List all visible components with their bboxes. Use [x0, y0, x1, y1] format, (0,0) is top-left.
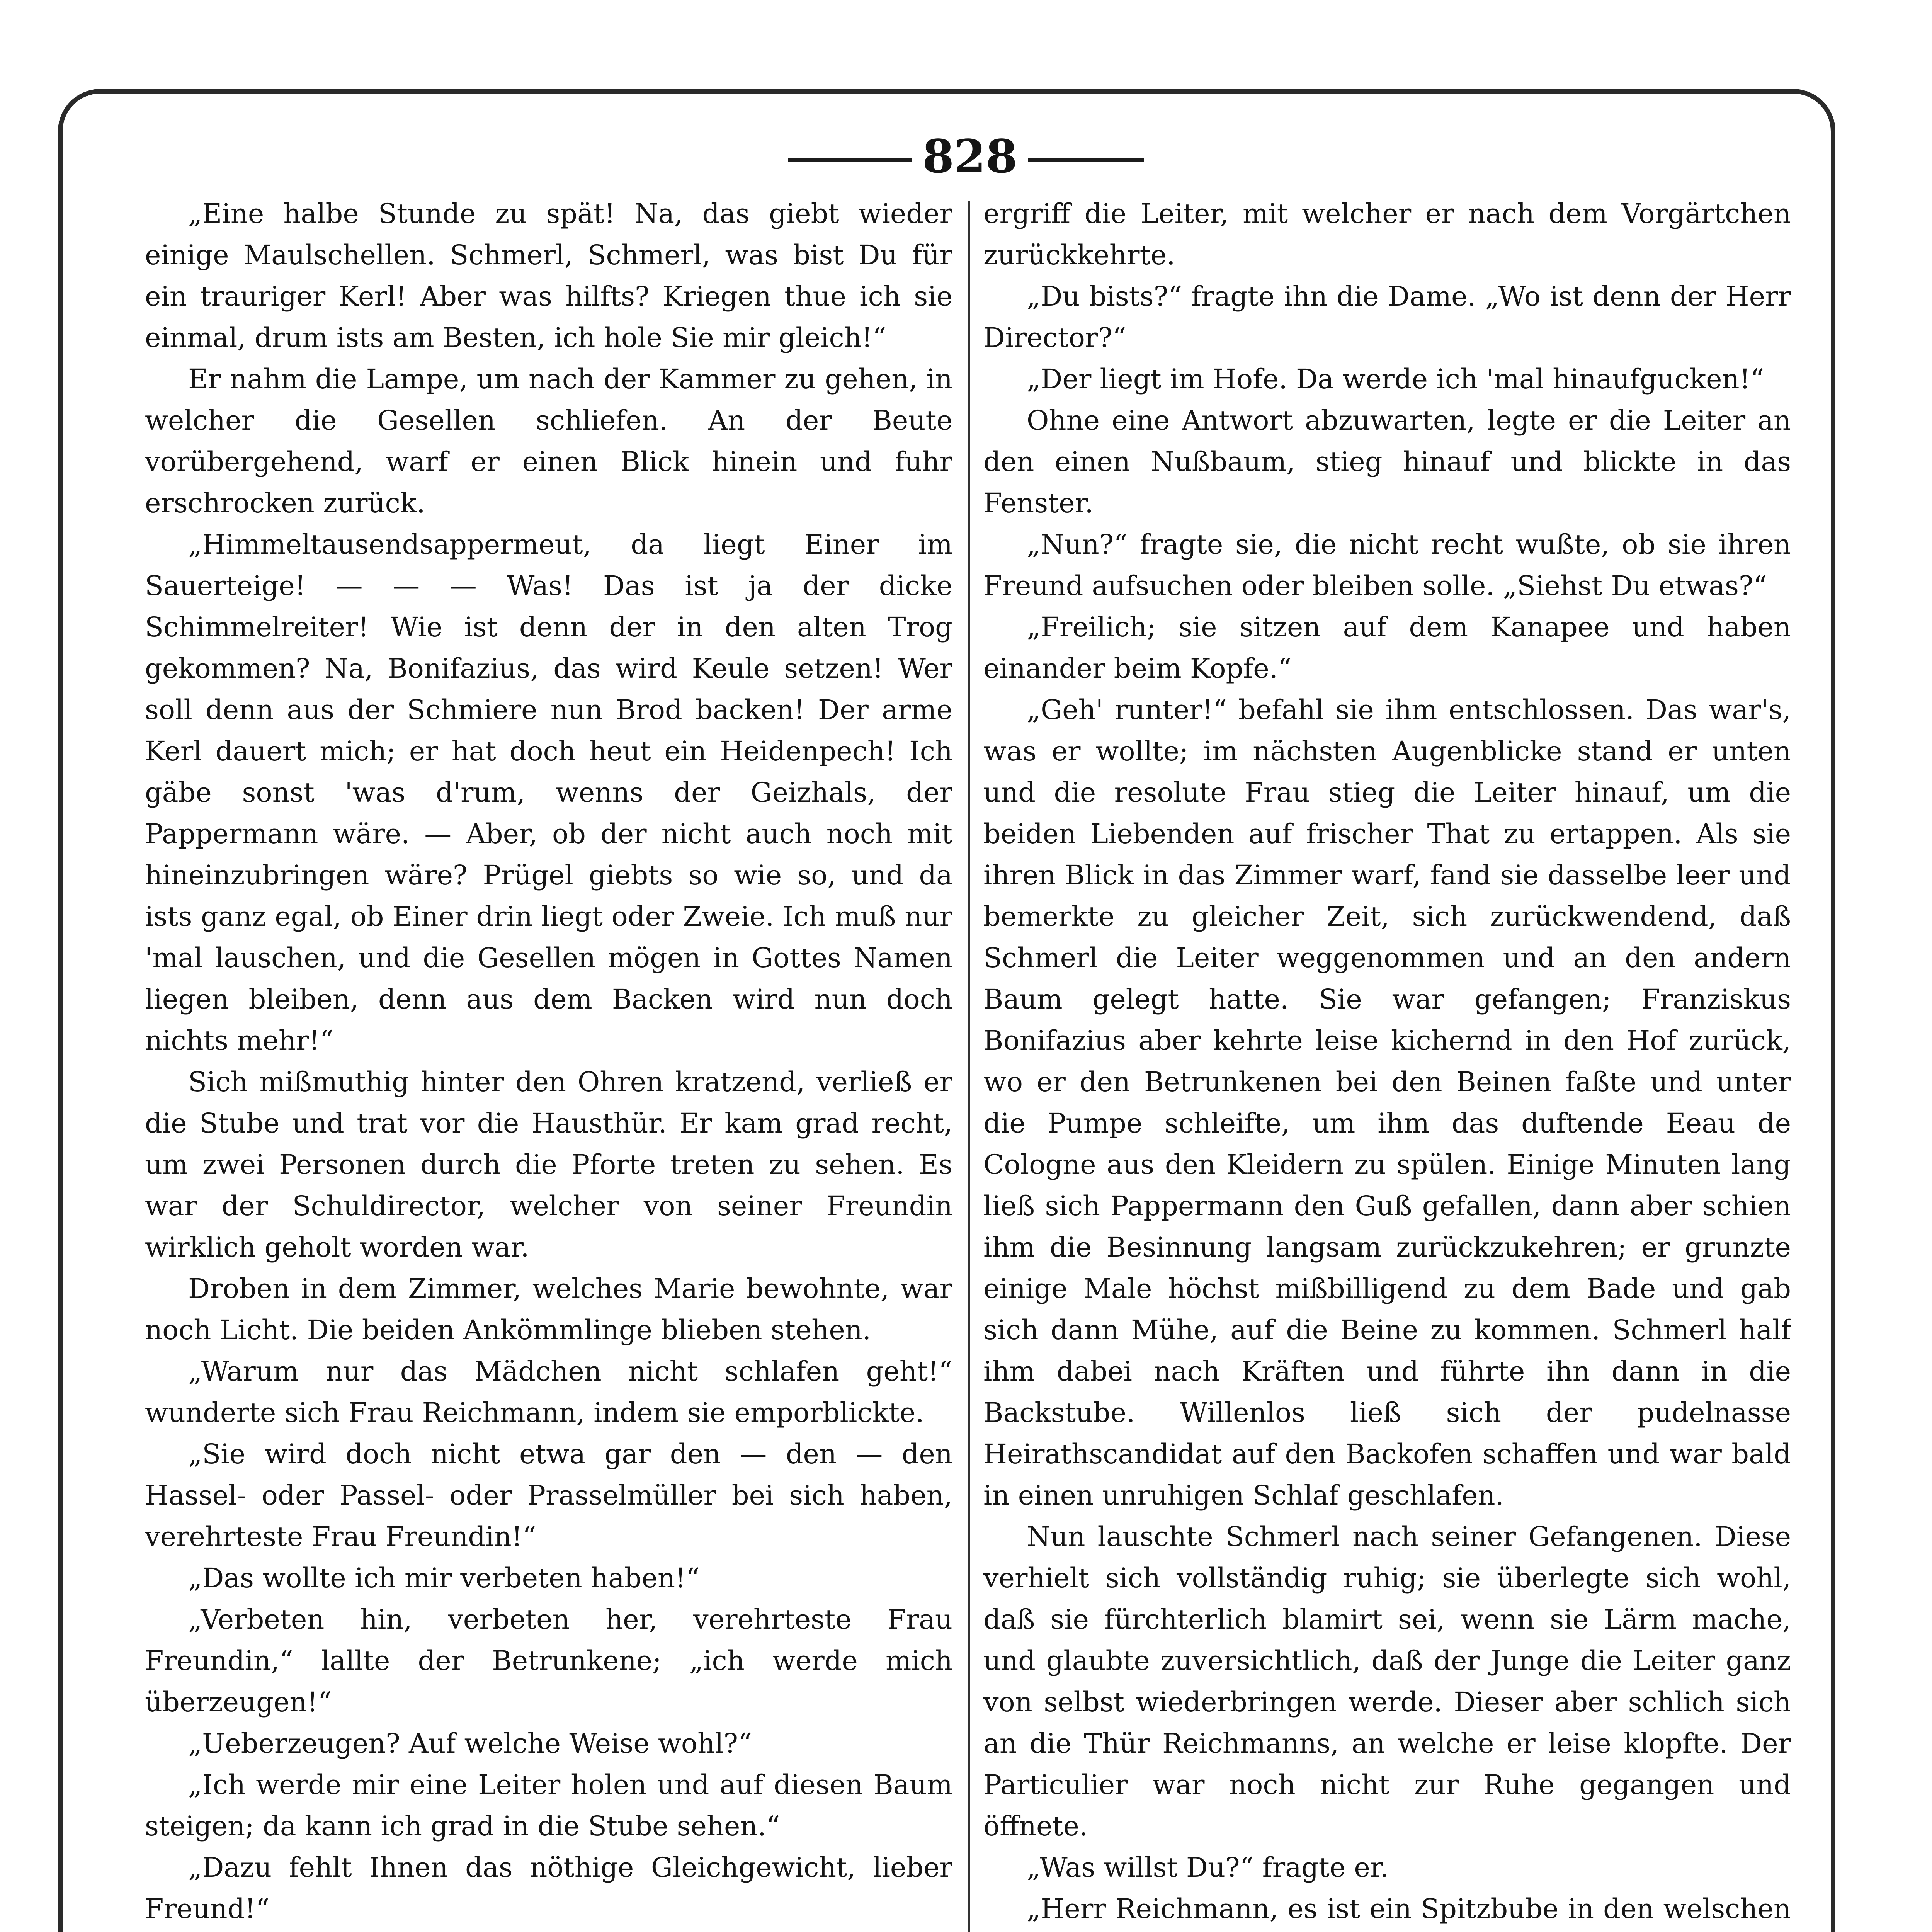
paragraph: „Warum nur das Mädchen nicht schlafen geht!“ wunderte sich Frau Reichmann, indem sie emporblickte. — [145, 1355, 952, 1429]
paragraph: „Himmeltausendsappermeut, da liegt Einer im Sauerteige! — — — Was! Das ist ja der dicke Schimmelreiter! Wie ist denn der in den alten Trog gekommen? Na, Bonifazius, das wird Keule setzen! Wer soll denn aus der Schmiere nun Brod backen! Der arme Kerl dauert mich; er hat doch heut ein Heidenpech! Ich gäbe sonst 'was d'rum, wenns der Geizhals, der Pappermann wäre. — Aber, ob der nicht auch noch mit hineinzubringen wäre? Prügel giebts so wie so, und da ists ganz egal, ob Einer drin liegt oder Zweie. Ich muß nur 'mal lauschen, und die Gesellen mögen in Gottes Namen liegen bleiben, denn aus dem Backen wird nun doch nichts mehr!“ — [145, 529, 952, 1056]
paragraph: „Eine halbe Stunde zu spät! Na, das giebt wieder einige Maulschellen. Schmerl, Schmerl, was bist Du für ein trauriger Kerl! Aber was hilfts? Kriegen thue ich sie einmal, drum ists am Besten, ich hole Sie mir gleich!“ — [145, 198, 952, 354]
header-rule-left — [788, 158, 912, 162]
paragraph: Er nahm die Lampe, um nach der Kammer zu gehen, in welcher die Gesellen schliefen. An der Beute vorübergehend, warf er einen Blick hinein und fuhr erschrocken zurück. — [145, 363, 952, 519]
left-column — [145, 193, 952, 1932]
paragraph: ergriff die Leiter, mit welcher er nach dem Vorgärtchen zurückkehrte. — [983, 198, 1791, 271]
paragraph: Nun lauschte Schmerl nach seiner Gefangenen. Diese verhielt sich vollständig ruhig; sie überlegte sich wohl, daß sie fürchterlich blamirt sei, wenn sie Lärm mache, und glaubte zuversichtlich, daß der Junge die Leiter ganz von selbst wiederbringen werde. Dieser aber schlich sich an die Thür Reichmanns, an welche er leise klopfte. Der Particulier war noch nicht zur Ruhe gegangen und öffnete. — [983, 1521, 1791, 1842]
paragraph: „Verbeten hin, verbeten her, verehrteste Frau Freundin,“ lallte der Betrunkene; „ich werde mich überzeugen!“ — [145, 1604, 952, 1718]
paragraph: „Freilich; sie sitzen auf dem Kanapee und haben einander beim Kopfe.“ — [983, 611, 1791, 684]
paragraph: „Herr Reichmann, es ist ein Spitzbube in den welschen — [1027, 1893, 1791, 1925]
paragraph: „Der liegt im Hofe. Da werde ich 'mal hinaufgucken!“ — [1027, 363, 1764, 395]
header-rule-right — [1028, 158, 1144, 162]
paragraph: Sich mißmuthig hinter den Ohren kratzend, verließ er die Stube und trat vor die Hausthür. Er kam grad recht, um zwei Personen durch die Pforte treten zu sehen. Es war der Schuldirector, welcher von seiner Freundin wirklich geholt worden war. — [145, 1066, 952, 1263]
paragraph: „Dazu fehlt Ihnen das nöthige Gleichgewicht, lieber Freund!“ — [145, 1852, 952, 1925]
paragraph — [145, 1930, 952, 1932]
column-divider — [968, 201, 970, 1932]
page-header — [0, 116, 1932, 193]
paragraph: „Sie wird doch nicht etwa gar den — den — den Hassel- oder Passel- oder Prasselmüller bei sich haben, verehrteste Frau Freundin!“ — [145, 1438, 952, 1553]
paragraph: „Geh' runter!“ befahl sie ihm entschlossen. Das war's, was er wollte; im nächsten Augenblicke stand er unten und die resolute Frau stieg die Leiter hinauf, um die beiden Liebenden auf frischer That zu ertappen. Als sie ihren Blick in das Zimmer warf, fand sie dasselbe leer und bemerkte zu gleicher Zeit, sich zurückwendend, daß Schmerl die Leiter weggenommen und an den andern Baum gelegt hatte. Sie war gefangen; Franziskus Bonifazius aber kehrte leise kichernd in den Hof zurück, wo er den Betrunkenen bei den Beinen faßte und unter die Pumpe schleifte, um ihm das duftende Eeau de Cologne aus den Kleidern zu spülen. Einige Minuten lang ließ sich Pappermann den Guß gefallen, dann aber schien ihm die Besinnung langsam zurückzukehren; er grunzte einige Male höchst mißbilligend zu dem Bade und gab sich dann Mühe, auf die Beine zu kommen. Schmerl half ihm dabei nach Kräften und führte ihn dann in die Backstube. Willenlos ließ sich der pudelnasse Heirathscandidat auf den Backofen schaffen und war bald in einen unruhigen Schlaf geschlafen. — [983, 694, 1791, 1511]
page-number: 828 — [922, 129, 1018, 183]
paragraph: „Ich werde mir eine Leiter holen und auf diesen Baum steigen; da kann ich grad in die Stube sehen.“ — [145, 1769, 952, 1842]
paragraph: Ohne eine Antwort abzuwarten, legte er die Leiter an den einen Nußbaum, stieg hinauf und blickte in das Fenster. — [983, 405, 1791, 519]
paragraph: „Was willst Du?“ fragte er. — [1027, 1852, 1389, 1883]
paragraph: Droben in dem Zimmer, welches Marie bewohnte, war noch Licht. Die beiden Ankömmlinge blieben stehen. — [145, 1273, 952, 1346]
paragraph: „Du bists?“ fragte ihn die Dame. „Wo ist denn der Herr Director?“ — [983, 281, 1791, 354]
right-column — [983, 193, 1791, 1932]
paragraph: „Nun?“ fragte sie, die nicht recht wußte, ob sie ihren Freund aufsuchen oder bleiben solle. „Siehst Du etwas?“ — [983, 529, 1791, 602]
paragraph: „Ueberzeugen? Auf welche Weise wohl?“ — [188, 1728, 752, 1759]
paragraph: „Das wollte ich mir verbeten haben!“ — [188, 1562, 700, 1594]
